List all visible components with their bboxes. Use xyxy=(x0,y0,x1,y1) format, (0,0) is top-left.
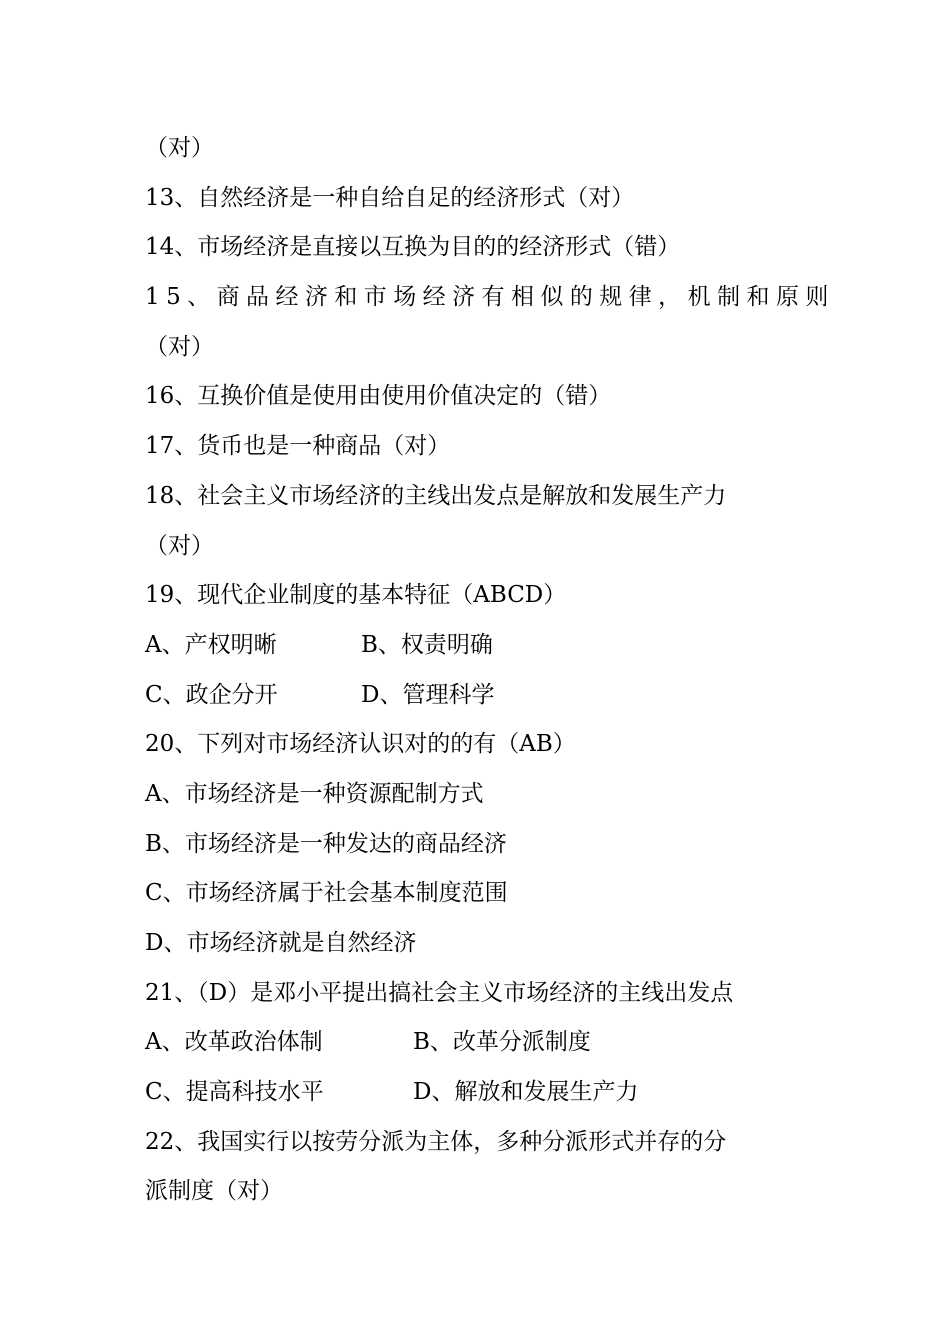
question-21-options-row-2 xyxy=(145,1074,825,1124)
question-13: 13、自然经济是一种自给自足的经济形式（对） xyxy=(145,184,635,211)
question-14: 14、市场经济是直接以互换为目的的经济形式（错） xyxy=(145,234,681,261)
answer-continuation: （对） xyxy=(145,135,214,161)
option-b: B、权责明确 xyxy=(361,631,493,658)
question-19-options-row-1 xyxy=(145,627,825,677)
question-21: 21、（D）是邓小平提出搞社会主义市场经济的主线出发点 xyxy=(145,979,734,1006)
question-20-option-b: B、市场经济是一种发达的商品经济 xyxy=(145,830,507,857)
question-17: 17、货币也是一种商品（对） xyxy=(145,433,451,460)
question-20: 20、下列对市场经济认识对的的有（AB） xyxy=(145,731,576,758)
question-16: 16、互换价值是使用由使用价值决定的（错） xyxy=(145,383,612,410)
option-c: C、政企分开 xyxy=(145,681,278,708)
question-22: 22、我国实行以按劳分派为主体，多种分派形式并存的分 xyxy=(145,1128,727,1155)
question-21-options-row-1 xyxy=(145,1024,825,1074)
option-d: D、管理科学 xyxy=(361,681,495,708)
option-c: C、提高科技水平 xyxy=(145,1079,324,1106)
question-list xyxy=(145,130,835,1223)
question-20-option-c: C、市场经济属于社会基本制度范围 xyxy=(145,880,508,907)
question-19: 19、现代企业制度的基本特征（ABCD） xyxy=(145,582,567,609)
option-a: A、改革政治体制 xyxy=(145,1029,323,1056)
question-22-continuation: 派制度（对） xyxy=(145,1178,283,1205)
question-20-option-d: D、市场经济就是自然经济 xyxy=(145,930,417,956)
question-20-option-a: A、市场经济是一种资源配制方式 xyxy=(145,780,484,807)
question-18-answer: （对） xyxy=(145,532,214,559)
option-a: A、产权明晰 xyxy=(145,631,277,658)
question-15: 15、商品经济和市场经济有相似的规律，机制和原则 xyxy=(145,284,835,311)
question-15-answer: （对） xyxy=(145,333,214,360)
question-18: 18、社会主义市场经济的主线出发点是解放和发展生产力 xyxy=(145,482,727,509)
question-19-options-row-2 xyxy=(145,677,825,727)
option-d: D、解放和发展生产力 xyxy=(413,1079,639,1106)
option-b: B、改革分派制度 xyxy=(413,1029,591,1056)
